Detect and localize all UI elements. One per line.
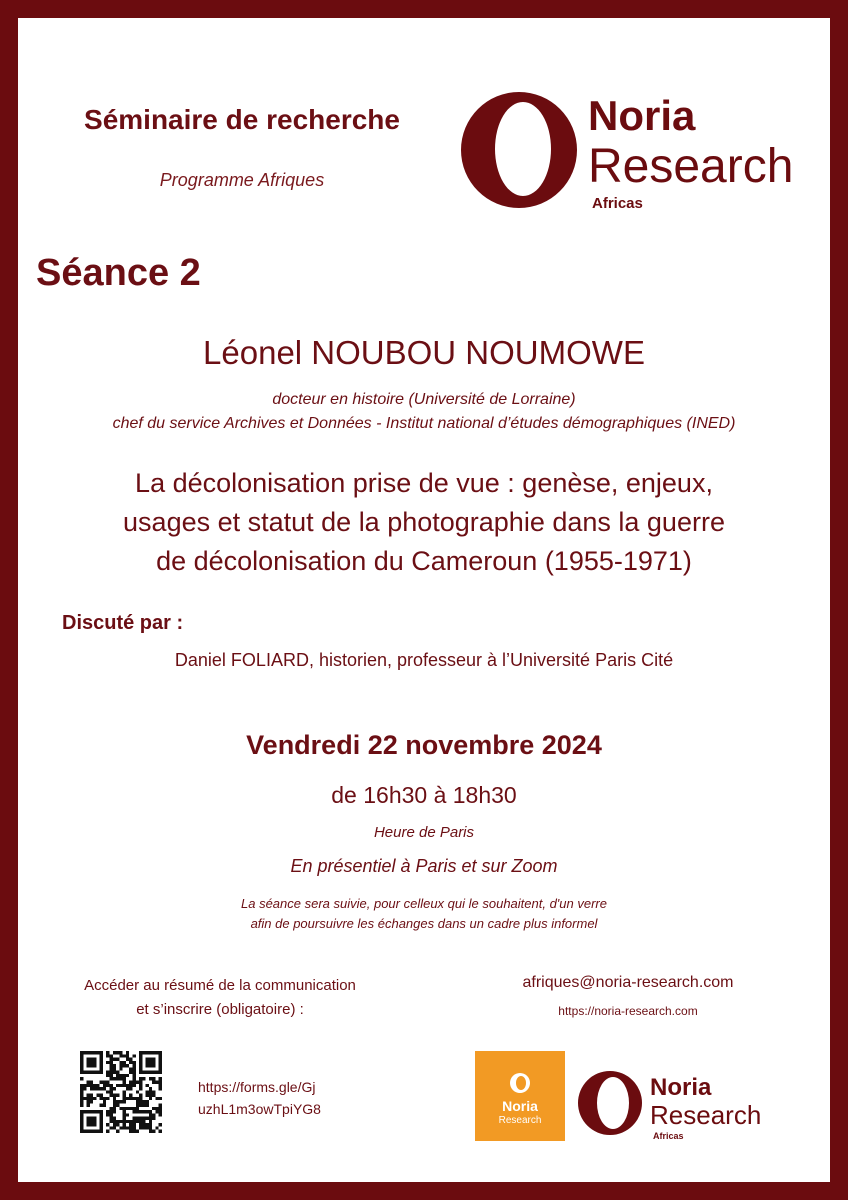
speaker-role-line-1: docteur en histoire (Université de Lorraine) xyxy=(272,391,576,408)
noria-crescent-icon-small xyxy=(578,1071,642,1135)
noria-crescent-icon xyxy=(461,92,577,208)
event-timezone: Heure de Paris xyxy=(373,824,475,841)
qr-code-icon[interactable] xyxy=(80,1051,162,1133)
orange-crescent-icon xyxy=(510,1073,530,1093)
registration-line-1: Accéder au résumé de la communication xyxy=(84,977,356,994)
seminar-title: Séminaire de recherche xyxy=(84,104,400,135)
orange-logo-noria-text: Noria xyxy=(502,1098,538,1114)
orange-logo-graphic xyxy=(475,1051,565,1141)
talk-title-line-1: La décolonisation prise de vue : genèse, enjeux, xyxy=(135,468,713,498)
event-time: de 16h30 à 18h30 xyxy=(331,782,517,808)
talk-title-line-3: de décolonisation du Cameroun (1955-1971) xyxy=(156,546,692,576)
noria-research-logo-small xyxy=(578,1063,788,1143)
form-url-line-1[interactable]: https://forms.gle/Gj xyxy=(198,1079,316,1095)
program-name: Programme Afriques xyxy=(159,170,325,190)
registration-form-link[interactable] xyxy=(198,1076,348,1120)
event-note xyxy=(18,894,830,934)
noria-research-logo xyxy=(440,80,800,220)
website-link[interactable]: https://noria-research.com xyxy=(558,1004,698,1018)
small-logo-research-text: Research xyxy=(650,1100,762,1130)
talk-title-line-2: usages et statut de la photographie dans la guerre xyxy=(123,507,725,537)
contact-email[interactable]: afriques@noria-research.com xyxy=(522,974,734,991)
event-date: Vendredi 22 novembre 2024 xyxy=(246,730,602,760)
logo-noria-text: Noria xyxy=(588,92,696,139)
logo-research-text: Research xyxy=(588,140,794,193)
session-number: Séance 2 xyxy=(36,252,201,294)
event-mode: En présentiel à Paris et sur Zoom xyxy=(290,856,558,876)
small-logo-noria-text: Noria xyxy=(650,1074,712,1101)
event-note-line-2: afin de poursuivre les échanges dans un cadre plus informel xyxy=(250,916,598,931)
speaker-role-line-2: chef du service Archives et Données - Institut national d’études démographiques (INED) xyxy=(112,415,736,432)
discussant-label: Discuté par : xyxy=(62,612,184,634)
discussant-name: Daniel FOLIARD, historien, professeur à l’Université Paris Cité xyxy=(174,650,674,670)
form-url-line-2[interactable]: uzhL1m3owTpiYG8 xyxy=(198,1101,321,1117)
speaker-affiliation xyxy=(18,388,830,436)
registration-instructions xyxy=(38,974,402,1022)
event-note-line-1: La séance sera suivie, pour celleux qui le souhaitent, d'un verre xyxy=(241,896,607,911)
orange-logo-research-text: Research xyxy=(498,1115,542,1126)
small-logo-africas-text: Africas xyxy=(653,1131,684,1141)
logo-africas-text: Africas xyxy=(592,195,643,212)
noria-orange-logo xyxy=(475,1051,565,1141)
speaker-name: Léonel NOUBOU NOUMOWE xyxy=(203,334,645,371)
talk-title xyxy=(98,464,750,581)
registration-line-2: et s’inscrire (obligatoire) : xyxy=(136,1001,304,1018)
